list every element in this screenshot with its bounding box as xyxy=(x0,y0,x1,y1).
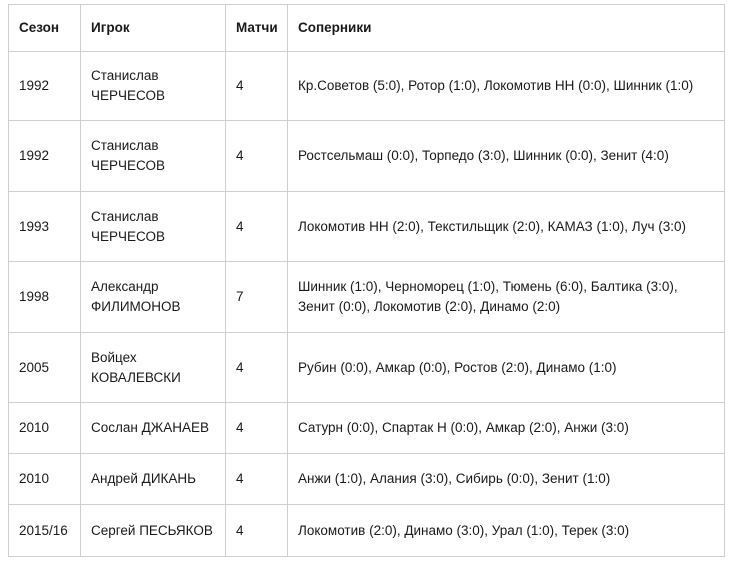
header-opponents: Соперники xyxy=(288,5,725,52)
season-cell: 2015/16 xyxy=(9,505,81,557)
player-first-name: Станислав xyxy=(91,208,159,224)
season-cell: 1993 xyxy=(9,192,81,262)
player-last-name: ЧЕРЧЕСОВ xyxy=(91,88,165,103)
opponents-cell: Локомотив НН (2:0), Текстильщик (2:0), КАМАЗ (1:0), Луч (3:0) xyxy=(288,192,725,262)
player-first-name: Андрей xyxy=(91,471,138,486)
player-cell xyxy=(81,505,226,557)
header-matches: Матчи xyxy=(226,5,288,52)
matches-cell: 4 xyxy=(226,505,288,557)
player-first-name: Станислав xyxy=(91,68,159,83)
table-body xyxy=(9,52,725,557)
table-row xyxy=(9,333,725,403)
opponents-cell: Шинник (1:0), Черноморец (1:0), Тюмень (6:0), Балтика (3:0), Зенит (0:0), Локомотив (2:0), Динамо (2:0) xyxy=(288,262,725,333)
header-row xyxy=(9,5,725,52)
player-last-name: ДИКАНЬ xyxy=(141,471,196,486)
season-cell: 2010 xyxy=(9,403,81,454)
table-row xyxy=(9,52,725,121)
opponents-cell: Рубин (0:0), Амкар (0:0), Ростов (2:0), Динамо (1:0) xyxy=(288,333,725,403)
player-first-name: Сергей xyxy=(91,522,136,538)
player-cell xyxy=(81,454,226,505)
season-cell: 1992 xyxy=(9,121,81,192)
season-cell: 2005 xyxy=(9,333,81,403)
opponents-cell: Анжи (1:0), Алания (3:0), Сибирь (0:0), Зенит (1:0) xyxy=(288,454,725,505)
season-cell: 1998 xyxy=(9,262,81,333)
table-row xyxy=(9,454,725,505)
season-cell: 1992 xyxy=(9,52,81,121)
table-row xyxy=(9,121,725,192)
player-cell xyxy=(81,262,226,333)
player-cell xyxy=(81,52,226,121)
player-last-name: ФИЛИМОНОВ xyxy=(91,299,181,314)
player-cell xyxy=(81,333,226,403)
opponents-cell: Сатурн (0:0), Спартак Н (0:0), Амкар (2:0), Анжи (3:0) xyxy=(288,403,725,454)
table-header xyxy=(9,5,725,52)
opponents-cell: Кр.Советов (5:0), Ротор (1:0), Локомотив НН (0:0), Шинник (1:0) xyxy=(288,52,725,121)
player-first-name: Станислав xyxy=(91,138,159,153)
player-last-name: ДЖАНАЕВ xyxy=(141,420,209,435)
matches-cell: 4 xyxy=(226,52,288,121)
goalkeepers-table xyxy=(8,4,725,557)
matches-cell: 4 xyxy=(226,454,288,505)
player-first-name: Сослан xyxy=(91,420,138,435)
opponents-cell: Локомотив (2:0), Динамо (3:0), Урал (1:0), Терек (3:0) xyxy=(288,505,725,557)
player-last-name: ЧЕРЧЕСОВ xyxy=(91,158,165,173)
matches-cell: 4 xyxy=(226,192,288,262)
player-last-name: ПЕСЬЯКОВ xyxy=(139,522,213,538)
table-row xyxy=(9,262,725,333)
table-row xyxy=(9,403,725,454)
player-first-name: Александр xyxy=(91,279,159,294)
table-row xyxy=(9,505,725,557)
player-cell xyxy=(81,192,226,262)
player-first-name: Войцех xyxy=(91,349,137,365)
player-cell xyxy=(81,121,226,192)
player-last-name: ЧЕРЧЕСОВ xyxy=(91,228,165,244)
season-cell: 2010 xyxy=(9,454,81,505)
opponents-cell: Ростсельмаш (0:0), Торпедо (3:0), Шинник (0:0), Зенит (4:0) xyxy=(288,121,725,192)
header-player: Игрок xyxy=(81,5,226,52)
matches-cell: 4 xyxy=(226,403,288,454)
matches-cell: 7 xyxy=(226,262,288,333)
player-cell xyxy=(81,403,226,454)
player-last-name: КОВАЛЕВСКИ xyxy=(91,369,181,385)
header-season: Сезон xyxy=(9,5,81,52)
matches-cell: 4 xyxy=(226,333,288,403)
table-row xyxy=(9,192,725,262)
matches-cell: 4 xyxy=(226,121,288,192)
